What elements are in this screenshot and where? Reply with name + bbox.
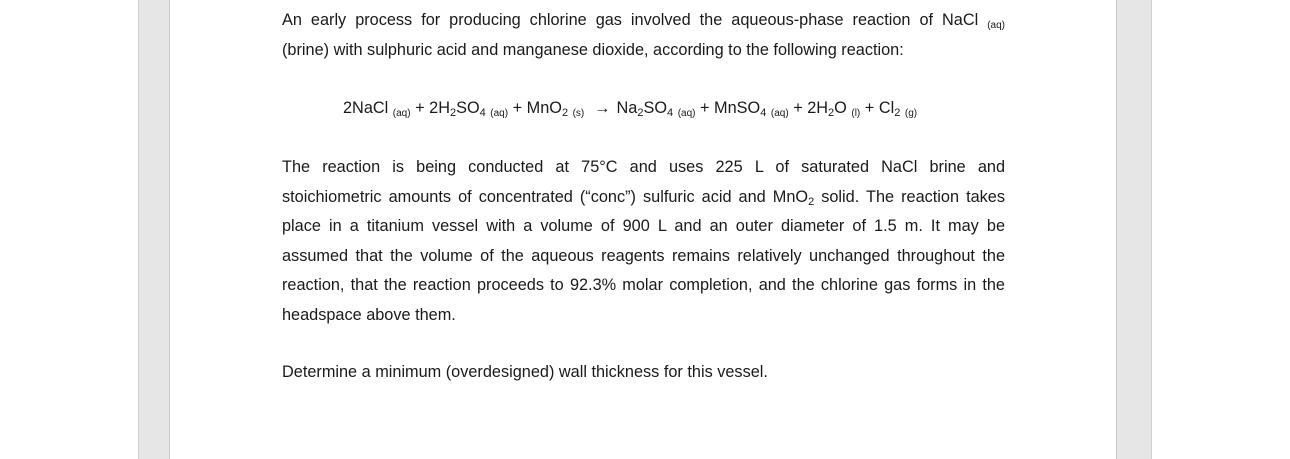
reaction-arrow-icon: → xyxy=(594,99,611,117)
intro-paragraph xyxy=(282,6,1005,65)
body-line-5: reaction, that the reaction proceeds to 92.3% molar completion, and the chlorine gas forms in the xyxy=(282,276,1005,294)
question-paragraph: Determine a minimum (overdesigned) wall thickness for this vessel. xyxy=(282,363,768,381)
body-paragraph xyxy=(282,153,1005,330)
body-line-2: stoichiometric amounts of concentrated (“conc”) sulfuric acid and MnO$_2$ solid. The reaction takes xyxy=(282,187,1005,208)
body-line-3: place in a titanium vessel with a volume of 900 L and an outer diameter of 1.5 m. It may be xyxy=(282,217,1005,235)
reaction-equation: 2NaCl $(aq) + 2H_2SO_4$ (aq) + MnO$_2$ $(s) \to Na_2SO_4$ (aq) + MnSO$_4$ $(aq) + 2H_2O$ $(l) + Cl_2$ (g) xyxy=(343,99,918,119)
body-line-1: The reaction is being conducted at 75°C and uses 225 L of saturated NaCl brine and xyxy=(282,158,1005,176)
right-page-gutter xyxy=(1116,0,1152,459)
intro-line-2: (brine) with sulphuric acid and manganese dioxide, according to the following reaction: xyxy=(282,40,904,59)
document-page xyxy=(171,0,1116,459)
body-line-4: assumed that the volume of the aqueous reagents remains relatively unchanged throughout the xyxy=(282,246,1005,265)
body-line-6: headspace above them. xyxy=(282,305,456,324)
intro-line-1: An early process for producing chlorine gas involved the aqueous-phase reaction of NaCl (aq) xyxy=(282,11,1005,31)
left-page-gutter xyxy=(138,0,170,459)
